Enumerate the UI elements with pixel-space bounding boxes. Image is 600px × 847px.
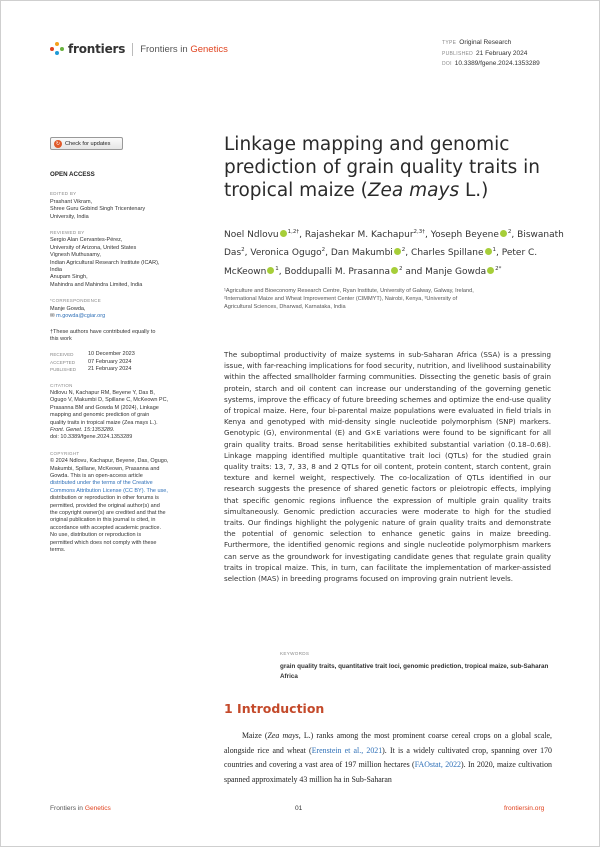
reviewed-by: REVIEWED BY Sergio Alan Cervantes-Pérez, University of Arizona, United States Vignesh Muthusamy, Indian Agricultural Research Institute (ICAR), India Anupam Singh, Mahindra and Mahindra Limited, India — [50, 230, 160, 288]
logo-divider — [132, 43, 133, 56]
article-type: Original Research — [459, 39, 512, 46]
footer-journal: Frontiers in Genetics — [50, 805, 111, 812]
orcid-icon[interactable] — [500, 230, 507, 237]
page-number: 01 — [295, 805, 303, 812]
frontiers-logo-icon — [50, 42, 64, 56]
check-for-updates-button[interactable]: ↻ Check for updates — [50, 137, 123, 150]
author-name[interactable]: Biswanath Das — [224, 230, 564, 259]
orcid-icon[interactable] — [280, 230, 287, 237]
affiliations: ¹Agriculture and Bioeconomy Research Centre, Ryan Institute, University of Galway, Galway, Ireland, ²International Maize and Wheat Improvement Center (CIMMYT), Nairobi, Kenya, ³University of Agricultural Sciences, Dharwad, Karnataka, India — [224, 288, 474, 310]
author-affiliation-sup: 2 — [401, 247, 406, 254]
refresh-icon: ↻ — [55, 140, 61, 147]
author-name[interactable]: Manje Gowda — [425, 266, 487, 277]
article-title: Linkage mapping and genomic prediction of grain quality traits in tropical maize (Zea mays L.) — [224, 134, 540, 201]
copyright: COPYRIGHT © 2024 Ndlovu, Kachapur, Beyene, Das, Ogugo, Makumbi, Spillane, McKeown, Prasanna and Gowda. This is an open-access article distributed under the terms of the Creative Commons Attribution License (CC BY). The use, distribution or reproduction in other forums is permitted, provided the original author(s) and the copyright owner(s) are credited and that the original publication in this journal is cited, in accordance with accepted academic practice. No use, distribution or reproduction is permitted which does not comply with these terms. — [50, 450, 169, 554]
author-affiliation-sup: 1 — [492, 247, 497, 254]
author-affiliation-sup: 2* — [495, 265, 502, 272]
author-affiliation-sup: 1 — [275, 265, 279, 272]
author-name[interactable]: Charles Spillane — [411, 248, 484, 259]
orcid-icon[interactable] — [394, 248, 401, 255]
author-affiliation-sup: 2 — [399, 265, 403, 272]
corr-email-link[interactable]: m.gowda@cgiar.org — [56, 313, 106, 320]
section-heading-introduction: 1 Introduction — [224, 701, 325, 716]
orcid-icon[interactable] — [267, 267, 274, 274]
keywords-label: KEYWORDS — [280, 651, 310, 656]
author-name[interactable]: Yoseph Beyene — [430, 230, 499, 240]
author-affiliation-sup: 2 — [241, 247, 245, 254]
article-doi: 10.3389/fgene.2024.1353289 — [454, 60, 540, 67]
abstract: The suboptimal productivity of maize systems in sub-Saharan Africa (SSA) is a pressing issue, with far-reaching implications for food security, nutrition, and livelihood sustainability within the affected smallholder farming communities. Dissecting the genetic basis of grain protein, starch and oil content can increase our understanding of the governing genetic systems, improve the efficacy of future breeding schemes and optimize the end-use quality of tropical maize. Here, four bi-parental maize populations were evaluated in field trials in Kenya and genotyped with mid-density single nucleotide polymorphism (SNP) markers. Genotypic (G), environmental (E) and G×E variations were found to be significant for all grain quality traits. Broad sense heritabilities exhibited substantial variation (0.18–0.68). Linkage mapping identified multiple quantitative trait loci (QTLs) for the studied grain quality traits: 13, 7, 33, 8 and 2 QTLs for oil content, protein content, starch content, grain texture and kernel weight, respectively. The co-localization of QTLs identified in our research suggests the presence of shared genetic factors or pleiotropic effects, implying that specific genomic regions influence the expression of multiple grain quality traits simultaneously. Genomic prediction accuracies were moderate to high for the studied traits. Our findings highlight the polygenic nature of grain quality traits and demonstrate the potential of genomic selection to enhance genetic gains in maize breeding. Furthermore, the identified genomic regions and single nucleotide polymorphism markers can serve as the groundwork for investigating candidate genes that regulate grain quality traits in tropical maize. This, in turn, can facilitate the implementation of marker-assisted selection (MAS) in breeding programs focused on improving grain nutrient levels. — [224, 350, 551, 584]
sidebar — [50, 171, 200, 562]
author-affiliation-sup: 1,2† — [287, 229, 300, 235]
keywords: grain quality traits, quantitative trait loci, genomic prediction, tropical maize, sub-Saharan Africa — [280, 663, 549, 680]
author-name[interactable]: Rajashekar M. Kachapur — [304, 230, 414, 240]
frontiers-logo[interactable] — [50, 42, 228, 56]
edited-by: EDITED BY Prashant Vikram, Shree Guru Gobind Singh Tricentenary University, India — [50, 191, 146, 220]
author-name[interactable]: Peter C. McKeown — [224, 248, 538, 277]
brand-name: frontiers — [68, 42, 126, 56]
citation: CITATION Ndlovu N, Kachapur RM, Beyene Y, Das B, Ogugo V, Makumbi D, Spillane C, McKeown PC, Prasanna BM and Gowda M (2024), Linkage mapping and genomic prediction of grain quality traits in tropical maize (Zea mays L.). Front. Genet. 15:1353289. doi: 10.3389/fgene.2024.1353289 — [50, 382, 169, 441]
orcid-icon[interactable] — [391, 267, 398, 274]
author-affiliation-sup: 2 — [321, 247, 326, 254]
author-name[interactable]: Dan Makumbi — [330, 248, 393, 259]
author-name[interactable]: Boddupalli M. Prasanna — [284, 266, 391, 277]
journal-name: Frontiers in Genetics — [140, 43, 228, 55]
author-name[interactable]: Veronica Ogugo — [250, 248, 322, 259]
article-meta: TYPE Original Research PUBLISHED 21 February 2024 DOI 10.3389/fgene.2024.1353289 — [442, 39, 540, 67]
dates: RECEIVED 10 December 2023 ACCEPTED 07 February 2024 PUBLISHED 21 February 2024 — [50, 351, 135, 373]
footer-site-link[interactable]: frontiersin.org — [504, 805, 545, 812]
citation-link[interactable]: FAOstat, 2022 — [414, 760, 461, 770]
orcid-icon[interactable] — [487, 267, 494, 274]
citation-link[interactable]: Erenstein et al., 2021 — [311, 745, 383, 755]
author-list: Noel Ndlovu $^{1,2\dagger}$, Rajashekar M. Kachapur$^{2,3\dagger}$, Yoseph Beyene $^2$, Biswanath Das$^2$, Veronica Ogugo$^2$, Dan Makumbi $^2$, Charles Spillane $^1$, Peter C. McKeown $^1$, Boddupalli M. Prasanna $^2$ and Manje Gowda $^{2*}$ — [224, 229, 564, 277]
email-icon: ✉ — [50, 313, 57, 320]
orcid-icon[interactable] — [485, 248, 492, 255]
introduction-paragraph: Maize (Zea mays, L.) ranks among the most prominent coarse cereal crops on a global scale, alongside rice and wheat (Erenstein et al., 2021). It is a widely cultivated crop, spanning over 170 countries and covering a vast area of 197 million hectares (FAOstat, 2022). In 2020, maize cultivation spanned approximately 43 million ha in Sub-Saharan — [224, 731, 552, 784]
author-affiliation-sup: 2 — [507, 229, 512, 235]
author-affiliation-sup: 2,3† — [413, 229, 426, 235]
equal-contribution: †These authors have contributed equally to this work — [50, 328, 156, 342]
correspondence: *CORRESPONDENCE Manje Gowda, ✉ m.gowda@cgiar.org — [50, 298, 106, 320]
open-access-label: OPEN ACCESS — [50, 171, 95, 178]
publish-date: 21 February 2024 — [476, 49, 528, 57]
author-name[interactable]: Noel Ndlovu — [224, 230, 279, 240]
